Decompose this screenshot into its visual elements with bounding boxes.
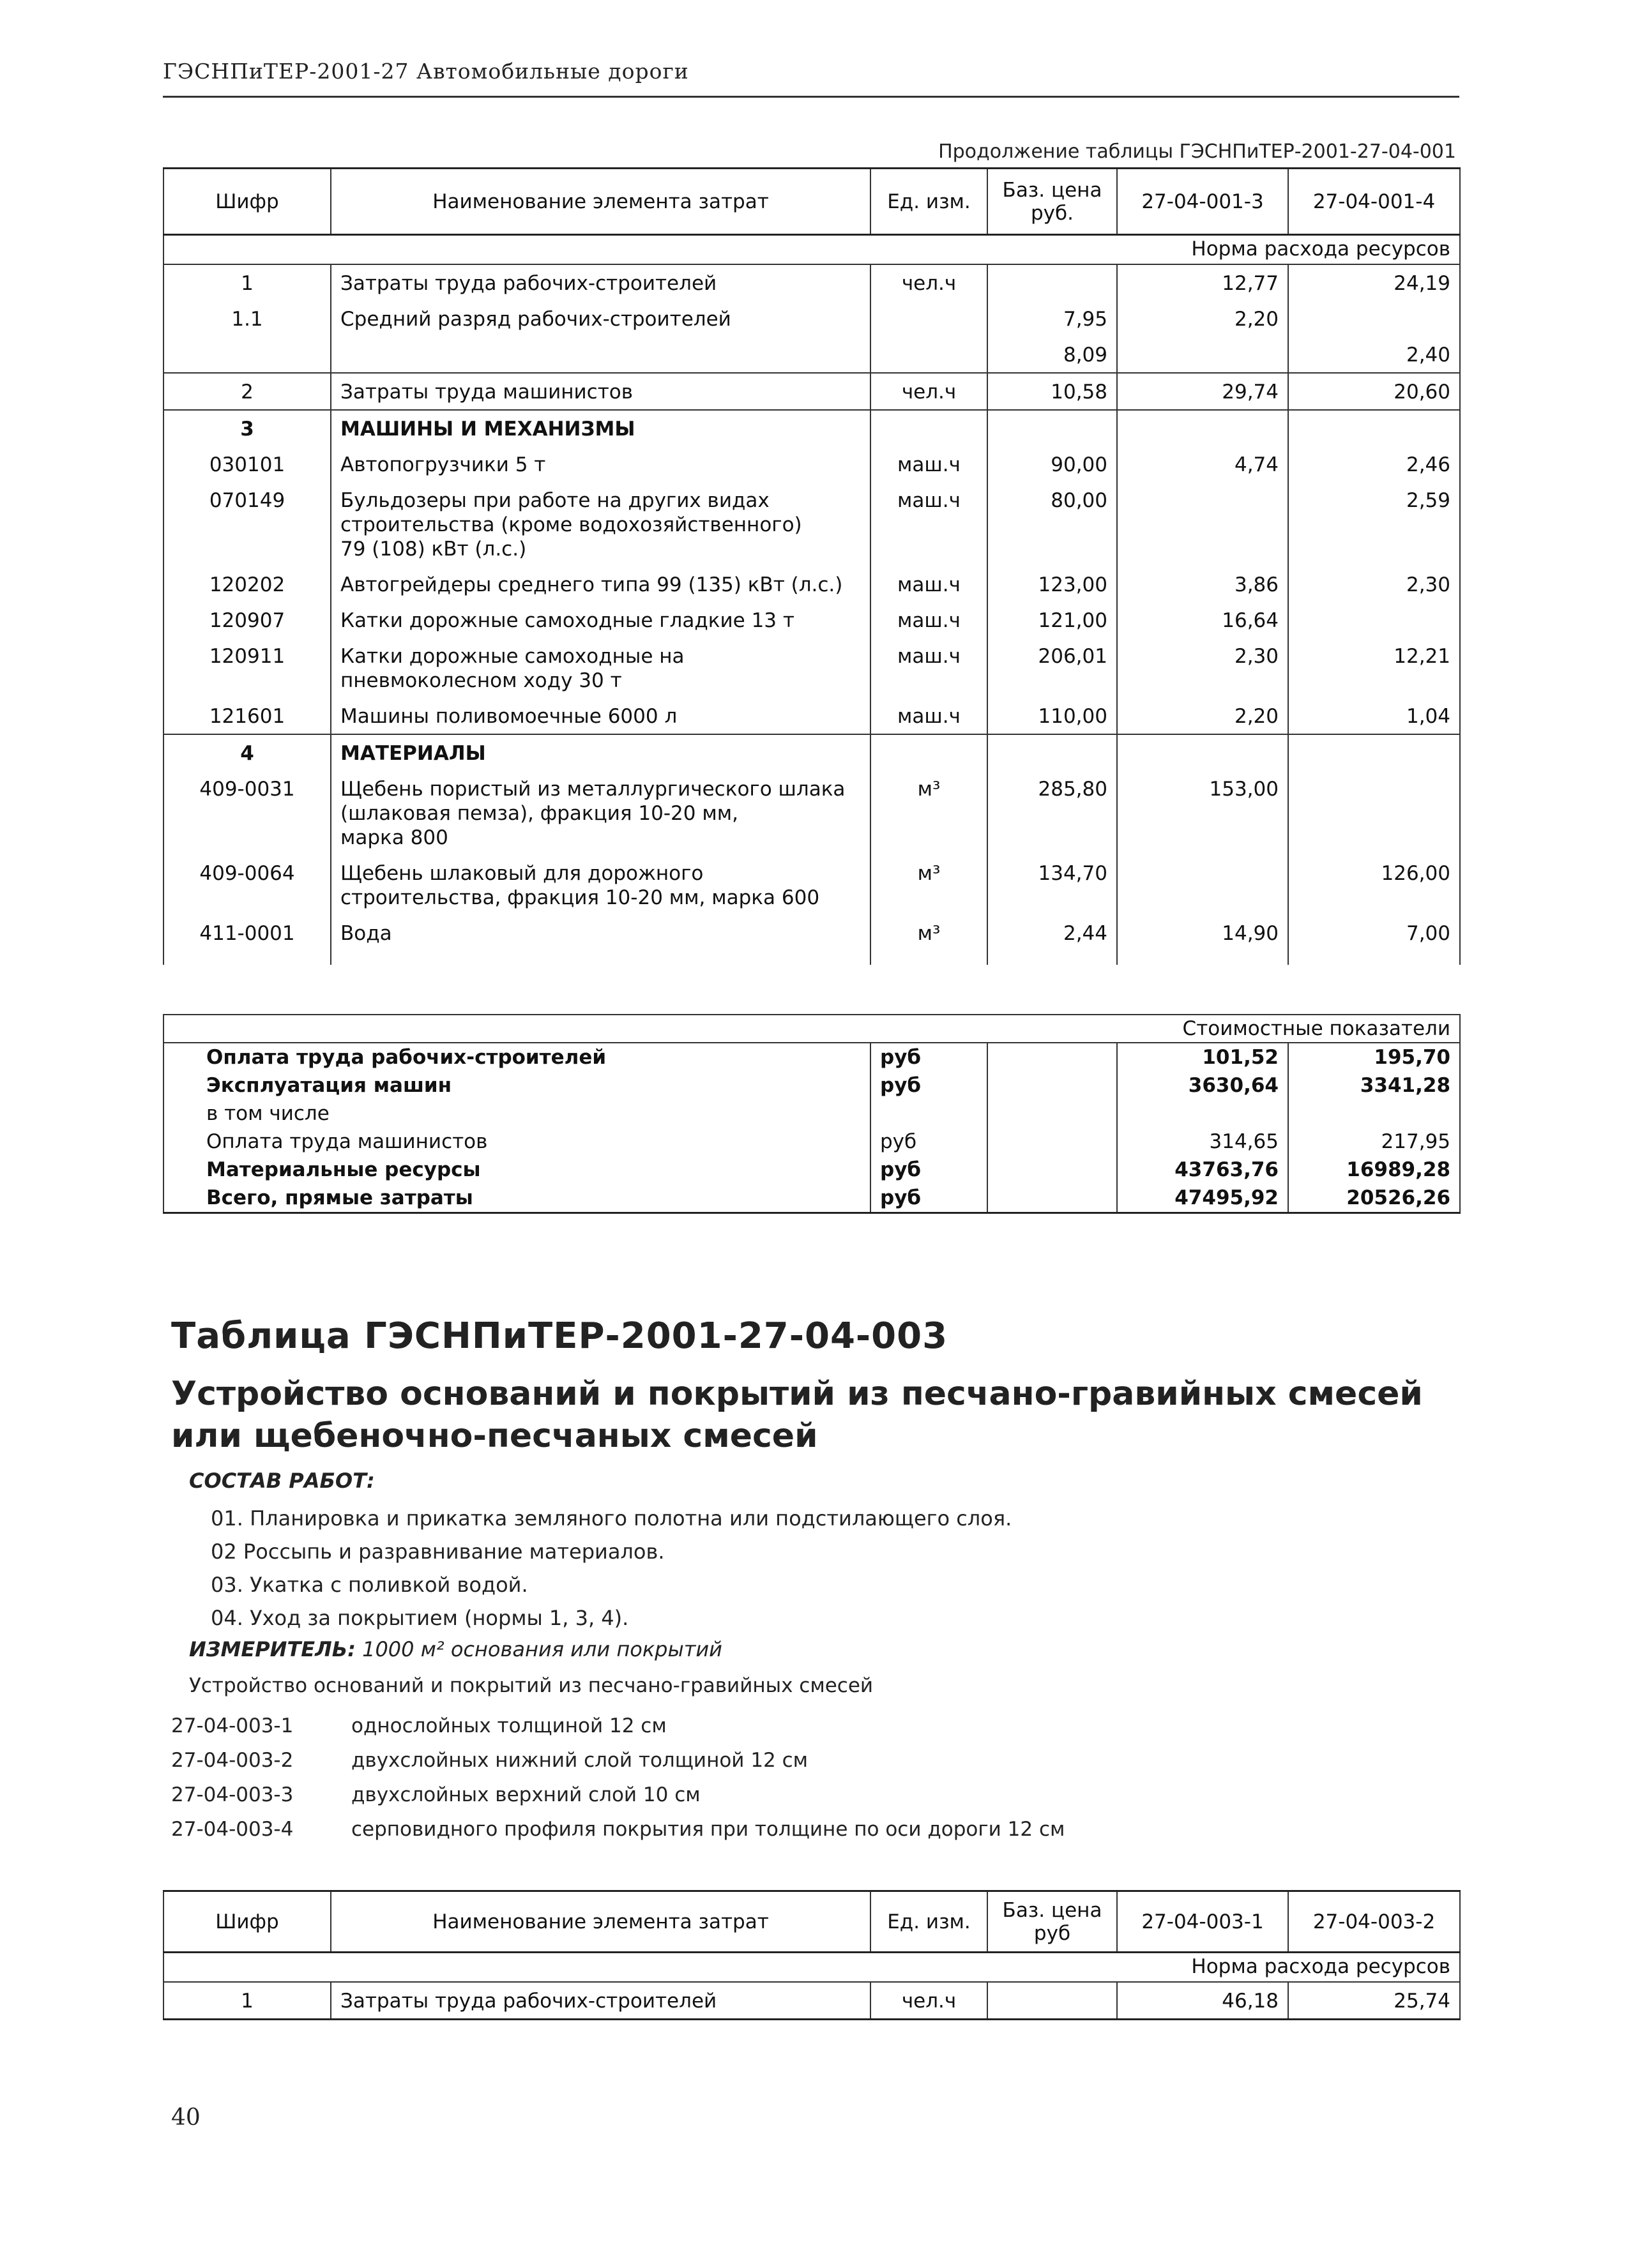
work-list [211, 1502, 1012, 1635]
table1-norm-row [163, 235, 1460, 264]
row-code: 120907 [163, 602, 331, 638]
cost-unit: руб [870, 1043, 987, 1071]
row-code: 1 [163, 264, 331, 301]
row-base-price [987, 264, 1117, 301]
header-code: Шифр [163, 169, 331, 235]
row-value-col1 [1117, 410, 1288, 446]
header-rule [163, 96, 1459, 98]
variant-code: 27-04-003-2 [171, 1749, 294, 1772]
cost-value-col2: 3341,28 [1288, 1071, 1460, 1100]
row-value-col2: 2,46 [1288, 446, 1460, 482]
work-item: 04. Уход за покрытием (нормы 1, 3, 4). [211, 1606, 629, 1630]
cost-blank [987, 1184, 1117, 1213]
variant-text: серповидного профиля покрытия при толщине по оси дороги 12 см [351, 1818, 1065, 1841]
row-unit: маш.ч [870, 482, 987, 566]
row-name [331, 336, 870, 373]
row-value-col1 [1117, 482, 1288, 566]
row-value-col1: 3,86 [1117, 566, 1288, 602]
row-unit: м³ [870, 771, 987, 855]
row-base-price: 206,01 [987, 638, 1117, 698]
composition-label: СОСТАВ РАБОТ: [189, 1469, 375, 1493]
row-value-col2: 2,40 [1288, 336, 1460, 373]
cost-value-col1: 43763,76 [1117, 1156, 1288, 1184]
row-unit: м³ [870, 855, 987, 915]
meter [189, 1637, 722, 1661]
row-code: 2 [163, 373, 331, 410]
section-row [163, 410, 1460, 446]
row-base-price: 80,00 [987, 482, 1117, 566]
row-code: 120202 [163, 566, 331, 602]
row-base-price: 7,95 [987, 301, 1117, 336]
table-row [163, 638, 1460, 698]
row-value-col1: 2,20 [1117, 301, 1288, 336]
cost-value-col2: 16989,28 [1288, 1156, 1460, 1184]
table-row [163, 446, 1460, 482]
row-name: Затраты труда рабочих-строителей [331, 264, 870, 301]
row-base-price: 134,70 [987, 855, 1117, 915]
section-row [163, 734, 1460, 771]
row-base-price [987, 410, 1117, 446]
row-unit [870, 410, 987, 446]
row-unit [870, 734, 987, 771]
row-unit: чел.ч [870, 264, 987, 301]
row-value-col2: 1,04 [1288, 698, 1460, 734]
cost-blank [987, 1071, 1117, 1100]
work-item: 03. Укатка с поливкой водой. [211, 1573, 528, 1597]
row-value-col2: 7,00 [1288, 915, 1460, 951]
row-value-col1: 14,90 [1117, 915, 1288, 951]
table-row [163, 602, 1460, 638]
cost-value-col2: 217,95 [1288, 1128, 1460, 1156]
row-code [163, 336, 331, 373]
variant-text: двухслойных верхний слой 10 см [351, 1783, 701, 1806]
cost-name: Оплата труда рабочих-строителей [163, 1043, 870, 1071]
row-value-col1: 16,64 [1117, 602, 1288, 638]
cost-blank [987, 1156, 1117, 1184]
row-code: 4 [163, 734, 331, 771]
norm-label: Норма расхода ресурсов [163, 1953, 1460, 1982]
cost-unit: руб [870, 1128, 987, 1156]
cost-row [163, 1100, 1460, 1128]
cost-name: Материальные ресурсы [163, 1156, 870, 1184]
row-code: 411-0001 [163, 915, 331, 951]
row-unit: маш.ч [870, 566, 987, 602]
cost-name: Эксплуатация машин [163, 1071, 870, 1100]
row-value-col2: 24,19 [1288, 264, 1460, 301]
row-name: Вода [331, 915, 870, 951]
row-name: Автогрейдеры среднего типа 99 (135) кВт (л.с.) [331, 566, 870, 602]
row-base-price: 8,09 [987, 336, 1117, 373]
variant-item [171, 1743, 1065, 1778]
row-base-price [987, 734, 1117, 771]
header-col1: 27-04-001-3 [1117, 169, 1288, 235]
cost-row [163, 1128, 1460, 1156]
resources-table-1 [163, 167, 1461, 965]
cost-name: в том числе [163, 1100, 870, 1128]
row-value-col1 [1117, 336, 1288, 373]
table1-header-row [163, 169, 1460, 235]
cost-unit: руб [870, 1156, 987, 1184]
row-name: Автопогрузчики 5 т [331, 446, 870, 482]
cost-label: Стоимостные показатели [163, 1015, 1460, 1043]
cost-label-row [163, 1015, 1460, 1043]
row-value-col1: 46,18 [1117, 1982, 1288, 2020]
row-value-col1: 153,00 [1117, 771, 1288, 855]
row-name: Машины поливомоечные 6000 л [331, 698, 870, 734]
header-col1: 27-04-003-1 [1117, 1891, 1288, 1953]
meter-value: 1000 м² основания или покрытий [362, 1637, 722, 1661]
row-value-col1 [1117, 855, 1288, 915]
resources-table-2 [163, 1890, 1461, 2020]
group-title: Устройство оснований и покрытий из песчано-гравийных смесей [189, 1674, 874, 1697]
table-row [163, 264, 1460, 301]
header-col2: 27-04-001-4 [1288, 169, 1460, 235]
row-value-col2: 12,21 [1288, 638, 1460, 698]
cost-row [163, 1071, 1460, 1100]
row-base-price: 10,58 [987, 373, 1117, 410]
header-name: Наименование элемента затрат [331, 169, 870, 235]
header-base-price: Баз. цена руб. [987, 169, 1117, 235]
row-base-price: 2,44 [987, 915, 1117, 951]
page-number: 40 [171, 2105, 201, 2131]
row-base-price: 90,00 [987, 446, 1117, 482]
cost-value-col1: 101,52 [1117, 1043, 1288, 1071]
table-row [163, 771, 1460, 855]
row-value-col1: 2,30 [1117, 638, 1288, 698]
cost-value-col1: 47495,92 [1117, 1184, 1288, 1213]
row-value-col2: 20,60 [1288, 373, 1460, 410]
row-value-col2 [1288, 771, 1460, 855]
row-code: 3 [163, 410, 331, 446]
norm-label: Норма расхода ресурсов [163, 235, 1460, 264]
row-name: МАТЕРИАЛЫ [331, 734, 870, 771]
cost-value-col1: 314,65 [1117, 1128, 1288, 1156]
row-unit: чел.ч [870, 373, 987, 410]
row-unit: маш.ч [870, 698, 987, 734]
row-name: Средний разряд рабочих-строителей [331, 301, 870, 336]
row-base-price: 123,00 [987, 566, 1117, 602]
header-base-price: Баз. цена руб [987, 1891, 1117, 1953]
row-value-col2: 126,00 [1288, 855, 1460, 915]
cost-row [163, 1184, 1460, 1213]
row-unit [870, 301, 987, 336]
row-value-col2: 2,30 [1288, 566, 1460, 602]
row-base-price: 121,00 [987, 602, 1117, 638]
row-value-col1: 12,77 [1117, 264, 1288, 301]
cost-name: Всего, прямые затраты [163, 1184, 870, 1213]
cost-blank [987, 1043, 1117, 1071]
cost-blank [987, 1128, 1117, 1156]
table-row [163, 482, 1460, 566]
variant-text: однослойных толщиной 12 см [351, 1714, 667, 1737]
row-unit: чел.ч [870, 1982, 987, 2020]
table-row [163, 373, 1460, 410]
row-value-col1: 29,74 [1117, 373, 1288, 410]
row-unit: маш.ч [870, 602, 987, 638]
table-spacer [163, 951, 1460, 965]
cost-row [163, 1156, 1460, 1184]
cost-unit: руб [870, 1184, 987, 1213]
table-row [163, 698, 1460, 734]
running-header: ГЭСНПиТЕР-2001-27 Автомобильные дороги [163, 59, 689, 84]
cost-value-col2: 20526,26 [1288, 1184, 1460, 1213]
row-base-price [987, 1982, 1117, 2020]
row-value-col2 [1288, 734, 1460, 771]
table2-norm-row [163, 1953, 1460, 1982]
header-unit: Ед. изм. [870, 169, 987, 235]
table-row [163, 566, 1460, 602]
cost-name: Оплата труда машинистов [163, 1128, 870, 1156]
row-value-col2 [1288, 410, 1460, 446]
row-value-col2 [1288, 602, 1460, 638]
row-name: Затраты труда рабочих-строителей [331, 1982, 870, 2020]
row-value-col2: 25,74 [1288, 1982, 1460, 2020]
row-code: 409-0064 [163, 855, 331, 915]
cost-value-col2: 195,70 [1288, 1043, 1460, 1071]
row-code: 070149 [163, 482, 331, 566]
table2-header-row [163, 1891, 1460, 1953]
row-name: Бульдозеры при работе на других видах строительства (кроме водохозяйственного) 79 (108) кВт (л.с.) [331, 482, 870, 566]
row-name: МАШИНЫ И МЕХАНИЗМЫ [331, 410, 870, 446]
row-name: Щебень шлаковый для дорожного строительства, фракция 10-20 мм, марка 600 [331, 855, 870, 915]
row-code: 121601 [163, 698, 331, 734]
table-row [163, 1982, 1460, 2020]
cost-value-col1: 3630,64 [1117, 1071, 1288, 1100]
cost-indicators-table [163, 1014, 1461, 1214]
header-unit: Ед. изм. [870, 1891, 987, 1953]
table-row [163, 301, 1460, 336]
row-value-col2: 2,59 [1288, 482, 1460, 566]
row-code: 1.1 [163, 301, 331, 336]
cost-value-col1 [1117, 1100, 1288, 1128]
row-base-price: 285,80 [987, 771, 1117, 855]
header-code: Шифр [163, 1891, 331, 1953]
variant-list [171, 1709, 1065, 1847]
header-col2: 27-04-003-2 [1288, 1891, 1460, 1953]
row-code: 409-0031 [163, 771, 331, 855]
table2-title: Таблица ГЭСНПиТЕР-2001-27-04-003 [171, 1315, 948, 1357]
meter-label: ИЗМЕРИТЕЛЬ: [189, 1637, 356, 1661]
table-row [163, 915, 1460, 951]
row-name: Катки дорожные самоходные на пневмоколесном ходу 30 т [331, 638, 870, 698]
variant-code: 27-04-003-4 [171, 1818, 294, 1841]
row-name: Затраты труда машинистов [331, 373, 870, 410]
table-row [163, 855, 1460, 915]
variant-code: 27-04-003-3 [171, 1783, 294, 1806]
variant-item [171, 1709, 1065, 1743]
cost-row [163, 1043, 1460, 1071]
row-unit: маш.ч [870, 446, 987, 482]
row-name: Щебень пористый из металлургического шлака (шлаковая пемза), фракция 10-20 мм, марка 800 [331, 771, 870, 855]
row-unit: м³ [870, 915, 987, 951]
work-item: 02 Россыпь и разравнивание материалов. [211, 1539, 665, 1564]
row-code: 030101 [163, 446, 331, 482]
header-name: Наименование элемента затрат [331, 1891, 870, 1953]
cost-unit [870, 1100, 987, 1128]
row-unit: маш.ч [870, 638, 987, 698]
variant-item [171, 1778, 1065, 1812]
variant-code: 27-04-003-1 [171, 1714, 294, 1737]
row-value-col2 [1288, 301, 1460, 336]
row-value-col1 [1117, 734, 1288, 771]
row-base-price: 110,00 [987, 698, 1117, 734]
table2-heading: Устройство оснований и покрытий из песчано-гравийных смесей или щебеночно-песчаных смесей [171, 1375, 1423, 1455]
row-unit [870, 336, 987, 373]
work-item: 01. Планировка и прикатка земляного полотна или подстилающего слоя. [211, 1506, 1012, 1531]
row-code: 1 [163, 1982, 331, 2020]
cost-value-col2 [1288, 1100, 1460, 1128]
variant-item [171, 1812, 1065, 1847]
cost-unit: руб [870, 1071, 987, 1100]
row-code: 120911 [163, 638, 331, 698]
row-name: Катки дорожные самоходные гладкие 13 т [331, 602, 870, 638]
cost-blank [987, 1100, 1117, 1128]
variant-text: двухслойных нижний слой толщиной 12 см [351, 1749, 809, 1772]
table-row [163, 336, 1460, 373]
row-value-col1: 4,74 [1117, 446, 1288, 482]
table1-caption: Продолжение таблицы ГЭСНПиТЕР-2001-27-04-001 [938, 140, 1456, 163]
row-value-col1: 2,20 [1117, 698, 1288, 734]
